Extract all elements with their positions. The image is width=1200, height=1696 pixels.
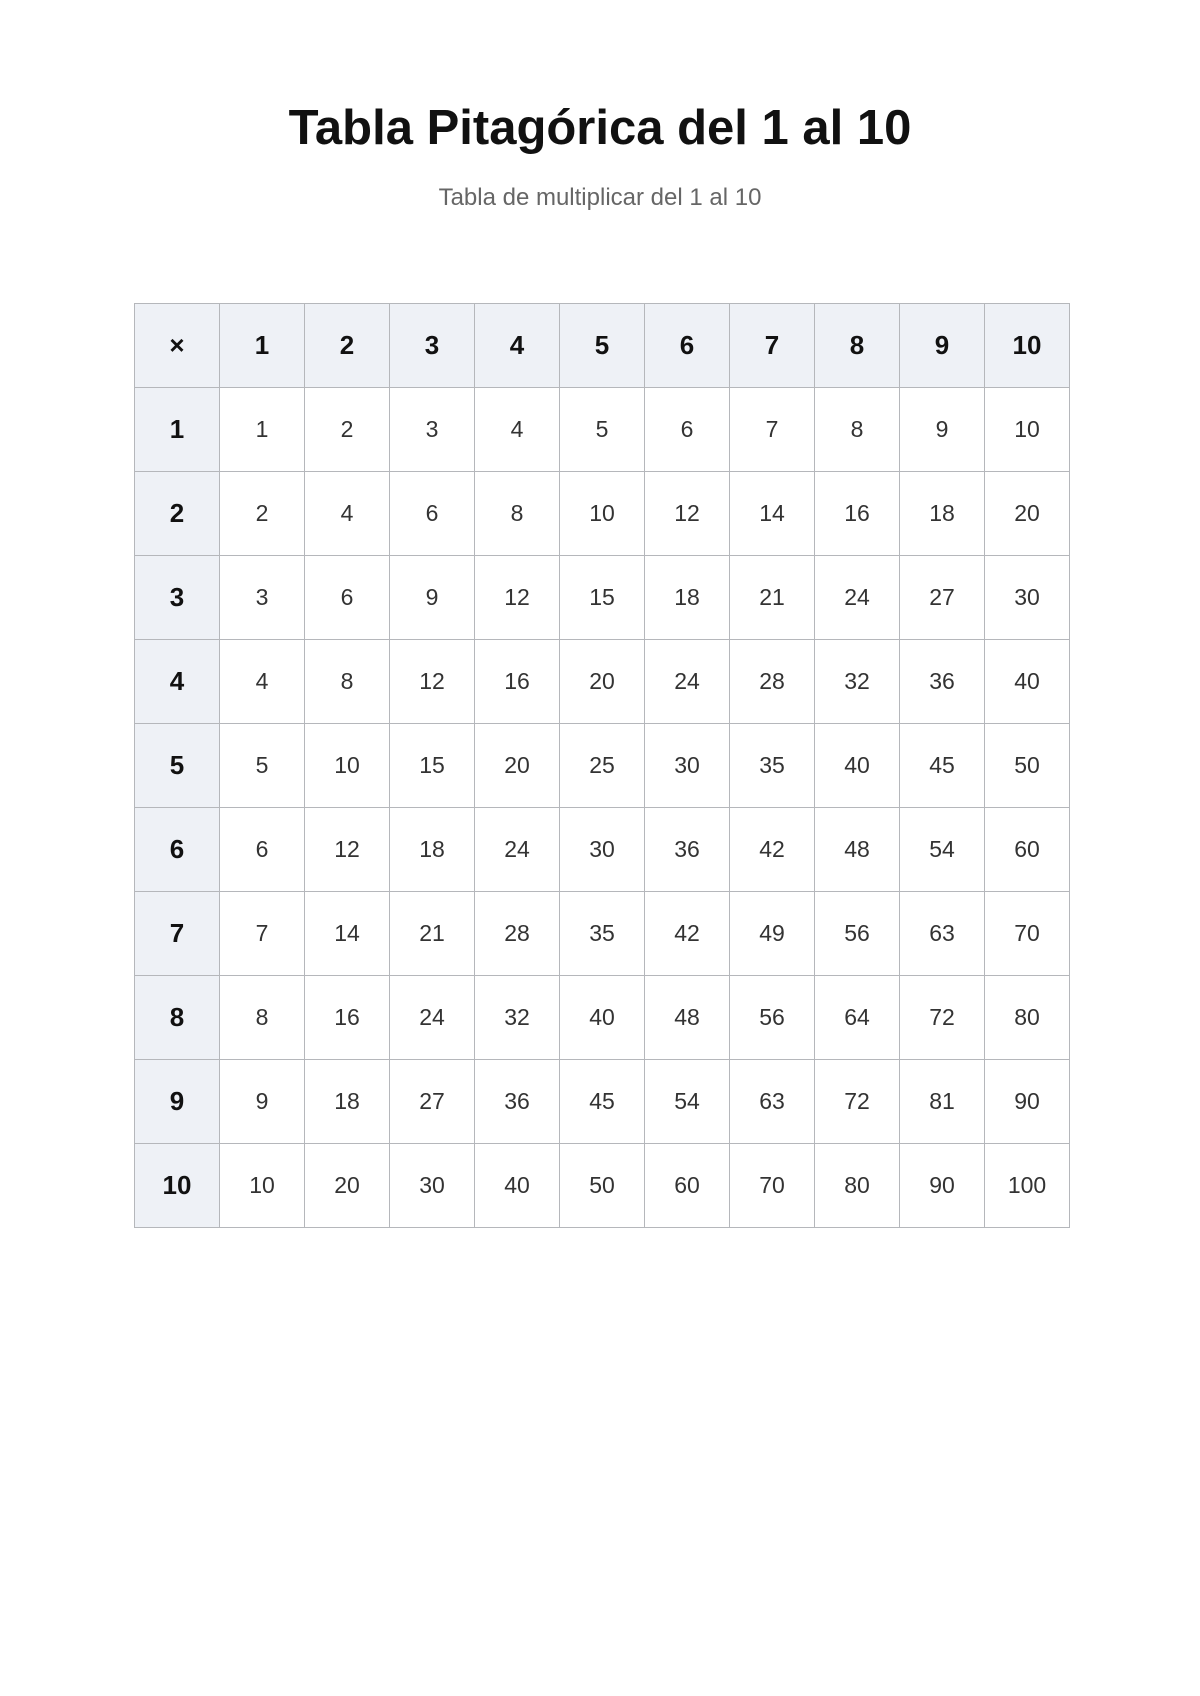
product-cell: 15 [560, 556, 645, 640]
product-cell: 70 [730, 1144, 815, 1228]
table-row [135, 1060, 1070, 1144]
product-cell: 14 [730, 472, 815, 556]
product-cell: 28 [730, 640, 815, 724]
product-cell: 54 [900, 808, 985, 892]
product-cell: 28 [475, 892, 560, 976]
product-cell: 60 [985, 808, 1070, 892]
product-cell: 27 [390, 1060, 475, 1144]
row-header: 6 [135, 808, 220, 892]
column-header: 4 [475, 304, 560, 388]
product-cell: 90 [900, 1144, 985, 1228]
column-header: 9 [900, 304, 985, 388]
product-cell: 45 [900, 724, 985, 808]
product-cell: 30 [645, 724, 730, 808]
product-cell: 54 [645, 1060, 730, 1144]
product-cell: 2 [305, 388, 390, 472]
row-header: 7 [135, 892, 220, 976]
product-cell: 30 [390, 1144, 475, 1228]
row-header: 10 [135, 1144, 220, 1228]
product-cell: 63 [730, 1060, 815, 1144]
product-cell: 35 [560, 892, 645, 976]
product-cell: 3 [220, 556, 305, 640]
product-cell: 6 [305, 556, 390, 640]
product-cell: 80 [985, 976, 1070, 1060]
product-cell: 48 [815, 808, 900, 892]
product-cell: 40 [475, 1144, 560, 1228]
product-cell: 8 [815, 388, 900, 472]
column-header: 7 [730, 304, 815, 388]
column-header: 1 [220, 304, 305, 388]
row-header: 3 [135, 556, 220, 640]
product-cell: 64 [815, 976, 900, 1060]
product-cell: 10 [560, 472, 645, 556]
product-cell: 16 [815, 472, 900, 556]
column-header: 6 [645, 304, 730, 388]
product-cell: 2 [220, 472, 305, 556]
column-header: 10 [985, 304, 1070, 388]
product-cell: 50 [985, 724, 1070, 808]
product-cell: 48 [645, 976, 730, 1060]
product-cell: 18 [645, 556, 730, 640]
product-cell: 56 [730, 976, 815, 1060]
product-cell: 18 [390, 808, 475, 892]
product-cell: 12 [390, 640, 475, 724]
row-header: 2 [135, 472, 220, 556]
product-cell: 18 [305, 1060, 390, 1144]
product-cell: 20 [475, 724, 560, 808]
product-cell: 4 [475, 388, 560, 472]
product-cell: 24 [645, 640, 730, 724]
product-cell: 63 [900, 892, 985, 976]
product-cell: 6 [645, 388, 730, 472]
product-cell: 80 [815, 1144, 900, 1228]
product-cell: 42 [730, 808, 815, 892]
product-cell: 45 [560, 1060, 645, 1144]
product-cell: 24 [815, 556, 900, 640]
product-cell: 24 [475, 808, 560, 892]
product-cell: 9 [220, 1060, 305, 1144]
product-cell: 36 [900, 640, 985, 724]
table-row [135, 640, 1070, 724]
product-cell: 1 [220, 388, 305, 472]
product-cell: 8 [220, 976, 305, 1060]
table-header [135, 304, 1070, 388]
product-cell: 12 [645, 472, 730, 556]
product-cell: 21 [390, 892, 475, 976]
product-cell: 9 [900, 388, 985, 472]
row-header: 9 [135, 1060, 220, 1144]
product-cell: 56 [815, 892, 900, 976]
product-cell: 42 [645, 892, 730, 976]
product-cell: 32 [815, 640, 900, 724]
product-cell: 3 [390, 388, 475, 472]
column-header: 8 [815, 304, 900, 388]
column-header: 5 [560, 304, 645, 388]
product-cell: 30 [985, 556, 1070, 640]
product-cell: 9 [390, 556, 475, 640]
table-row [135, 724, 1070, 808]
product-cell: 16 [305, 976, 390, 1060]
product-cell: 6 [390, 472, 475, 556]
column-header: 2 [305, 304, 390, 388]
table-row [135, 472, 1070, 556]
product-cell: 20 [985, 472, 1070, 556]
column-header: 3 [390, 304, 475, 388]
table-row [135, 892, 1070, 976]
product-cell: 14 [305, 892, 390, 976]
corner-cell: × [135, 304, 220, 388]
product-cell: 6 [220, 808, 305, 892]
product-cell: 70 [985, 892, 1070, 976]
product-cell: 8 [305, 640, 390, 724]
product-cell: 10 [305, 724, 390, 808]
product-cell: 50 [560, 1144, 645, 1228]
product-cell: 16 [475, 640, 560, 724]
product-cell: 72 [815, 1060, 900, 1144]
product-cell: 10 [220, 1144, 305, 1228]
product-cell: 81 [900, 1060, 985, 1144]
product-cell: 72 [900, 976, 985, 1060]
product-cell: 15 [390, 724, 475, 808]
product-cell: 4 [305, 472, 390, 556]
page-title: Tabla Pitagórica del 1 al 10 [288, 101, 912, 155]
product-cell: 4 [220, 640, 305, 724]
product-cell: 10 [985, 388, 1070, 472]
product-cell: 36 [475, 1060, 560, 1144]
product-cell: 8 [475, 472, 560, 556]
table-row [135, 1144, 1070, 1228]
product-cell: 36 [645, 808, 730, 892]
product-cell: 32 [475, 976, 560, 1060]
row-header: 5 [135, 724, 220, 808]
product-cell: 12 [305, 808, 390, 892]
row-header: 1 [135, 388, 220, 472]
product-cell: 5 [560, 388, 645, 472]
table-row [135, 976, 1070, 1060]
table-row [135, 556, 1070, 640]
row-header: 8 [135, 976, 220, 1060]
product-cell: 18 [900, 472, 985, 556]
header-row [135, 304, 1070, 388]
page-subtitle: Tabla de multiplicar del 1 al 10 [438, 184, 762, 211]
multiplication-table [134, 303, 1070, 1228]
product-cell: 21 [730, 556, 815, 640]
product-cell: 35 [730, 724, 815, 808]
product-cell: 24 [390, 976, 475, 1060]
product-cell: 49 [730, 892, 815, 976]
product-cell: 7 [730, 388, 815, 472]
product-cell: 100 [985, 1144, 1070, 1228]
product-cell: 40 [815, 724, 900, 808]
product-cell: 60 [645, 1144, 730, 1228]
product-cell: 25 [560, 724, 645, 808]
product-cell: 20 [560, 640, 645, 724]
product-cell: 30 [560, 808, 645, 892]
product-cell: 40 [560, 976, 645, 1060]
product-cell: 7 [220, 892, 305, 976]
table-row [135, 808, 1070, 892]
product-cell: 12 [475, 556, 560, 640]
product-cell: 40 [985, 640, 1070, 724]
product-cell: 27 [900, 556, 985, 640]
product-cell: 20 [305, 1144, 390, 1228]
table-body [135, 388, 1070, 1228]
table-row [135, 388, 1070, 472]
product-cell: 5 [220, 724, 305, 808]
product-cell: 90 [985, 1060, 1070, 1144]
row-header: 4 [135, 640, 220, 724]
